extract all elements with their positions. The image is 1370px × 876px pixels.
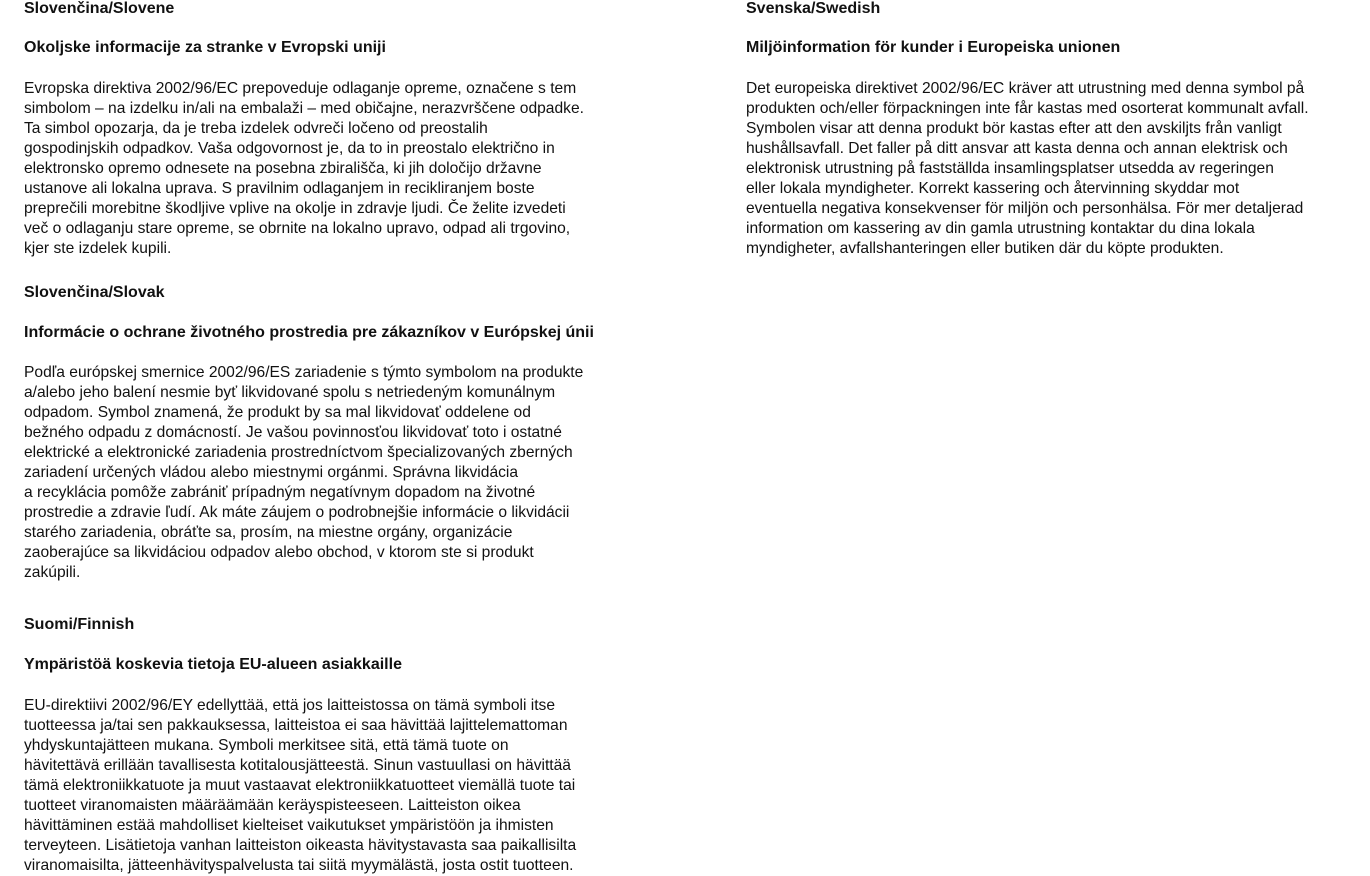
body-line: eller lokala myndigheter. Korrekt kassering och återvinning skyddar mot [746,180,1240,197]
body-line: več o odlaganju stare opreme, se obrnite na lokalno upravo, odpad ali trgovino, [24,220,571,237]
body-line: elektrické a elektronické zariadenia prostredníctvom špecializovaných zberných [24,444,573,461]
body-line: prostredie a zdravie ľudí. Ak máte záujem o podrobnejšie informácie o likvidácii [24,504,570,521]
body-line: simbolom – na izdelku in/ali na embalaži – med običajne, nerazvrščene odpadke. [24,100,584,117]
section-heading: Miljöinformation för kunder i Europeiska unionen [746,39,1121,56]
section-heading: Informácie o ochrane životného prostredia pre zákazníkov v Európskej únii [24,324,594,341]
body-line: a/alebo jeho balení nesmie byť likvidované spolu s netriedeným komunálnym [24,384,556,401]
body-line: elektronsko opremo odnesete na posebna zbirališča, ki jih določijo državne [24,160,542,177]
body-line: yhdyskuntajätteen mukana. Symboli merkitsee sitä, että tämä tuote on [24,737,509,754]
section-body [24,363,583,583]
body-line: Det europeiska direktivet 2002/96/EC kräver att utrustning med denna symbol på [746,80,1305,97]
body-line: zaoberajúce sa likvidáciou odpadov alebo obchod, v ktorom ste si produkt [24,544,534,561]
language-title: Svenska/Swedish [746,0,881,17]
body-line: eventuella negativa konsekvenser för miljön och personhälsa. För mer detaljerad [746,200,1304,217]
section-heading: Okoljske informacije za stranke v Evropski uniji [24,39,386,56]
body-line: produkten och/eller förpackningen inte får kastas med osorterat kommunalt avfall. [746,100,1309,117]
language-title: Slovenčina/Slovak [24,284,165,301]
section-heading: Ympäristöä koskevia tietoja EU-alueen asiakkaille [24,656,402,673]
body-line: tämä elektroniikkatuote ja muut vastaavat elektroniikkatuotteet viemällä tuote tai [24,777,576,794]
body-line: viranomaisilta, jätteenhävityspalvelusta tai siitä myymälästä, josta ostit tuotteen. [24,857,574,874]
body-line: elektronisk utrustning på fastställda insamlingsplatser utsedda av regeringen [746,160,1274,177]
body-line: ustanove ali lokalna uprava. S pravilnim odlaganjem in recikliranjem boste [24,180,535,197]
body-line: zariadení určených vládou alebo miestnymi orgánmi. Správna likvidácia [24,464,519,481]
body-line: kjer ste izdelek kupili. [24,240,172,257]
body-line: hävittäminen estää mahdolliset kielteiset vaikutukset ympäristöön ja ihmisten [24,817,554,834]
body-line: information om kassering av din gamla utrustning kontaktar du dina lokala [746,220,1255,237]
body-line: a recyklácia pomôže zabrániť prípadným negatívnym dopadom na životné [24,484,536,501]
body-line: bežného odpadu z domácností. Je vašou povinnosťou likvidovať toto i ostatné [24,424,562,441]
body-line: Ta simbol opozarja, da je treba izdelek odvreči ločeno od preostalih [24,120,488,137]
body-line: zakúpili. [24,564,81,581]
body-line: odpadom. Symbol znamená, že produkt by sa mal likvidovať oddelene od [24,404,531,421]
body-line: Symbolen visar att denna produkt bör kastas efter att den avskiljts från vanligt [746,120,1282,137]
language-title: Suomi/Finnish [24,616,135,633]
body-line: preprečili morebitne škodljive vplive na okolje in zdravje ljudi. Če želite izvedeti [24,200,566,217]
body-line: tuotteessa ja/tai sen pakkauksessa, laitteistoa ei saa hävittää lajittelemattoman [24,717,568,734]
body-line: EU-direktiivi 2002/96/EY edellyttää, että jos laitteistossa on tämä symboli itse [24,697,556,714]
section-body [24,79,584,259]
body-line: myndigheter, avfallshanteringen eller butiken där du köpte produkten. [746,240,1224,257]
body-line: gospodinjskih odpadkov. Vaša odgovornost je, da to in preostalo električno in [24,140,555,157]
body-line: Evropska direktiva 2002/96/EC prepoveduje odlaganje opreme, označene s tem [24,80,577,97]
body-line: hushållsavfall. Det faller på ditt ansvar att kasta denna och annan elektrisk och [746,140,1288,157]
body-line: terveyteen. Lisätietoja vanhan laitteiston oikeasta hävitystavasta saa paikallisilta [24,837,577,854]
body-line: tuotteet viranomaisten määräämään keräyspisteeseen. Laitteiston oikea [24,797,521,814]
body-line: hävitettävä erillään tavallisesta kotitalousjätteestä. Sinun vastuullasi on hävittää [24,757,571,774]
section-body [24,696,576,876]
section-body [746,79,1309,259]
language-title: Slovenčina/Slovene [24,0,175,17]
body-line: starého zariadenia, obráťte sa, prosím, na miestne orgány, organizácie [24,524,513,541]
body-line: Podľa európskej smernice 2002/96/ES zariadenie s týmto symbolom na produkte [24,364,584,381]
